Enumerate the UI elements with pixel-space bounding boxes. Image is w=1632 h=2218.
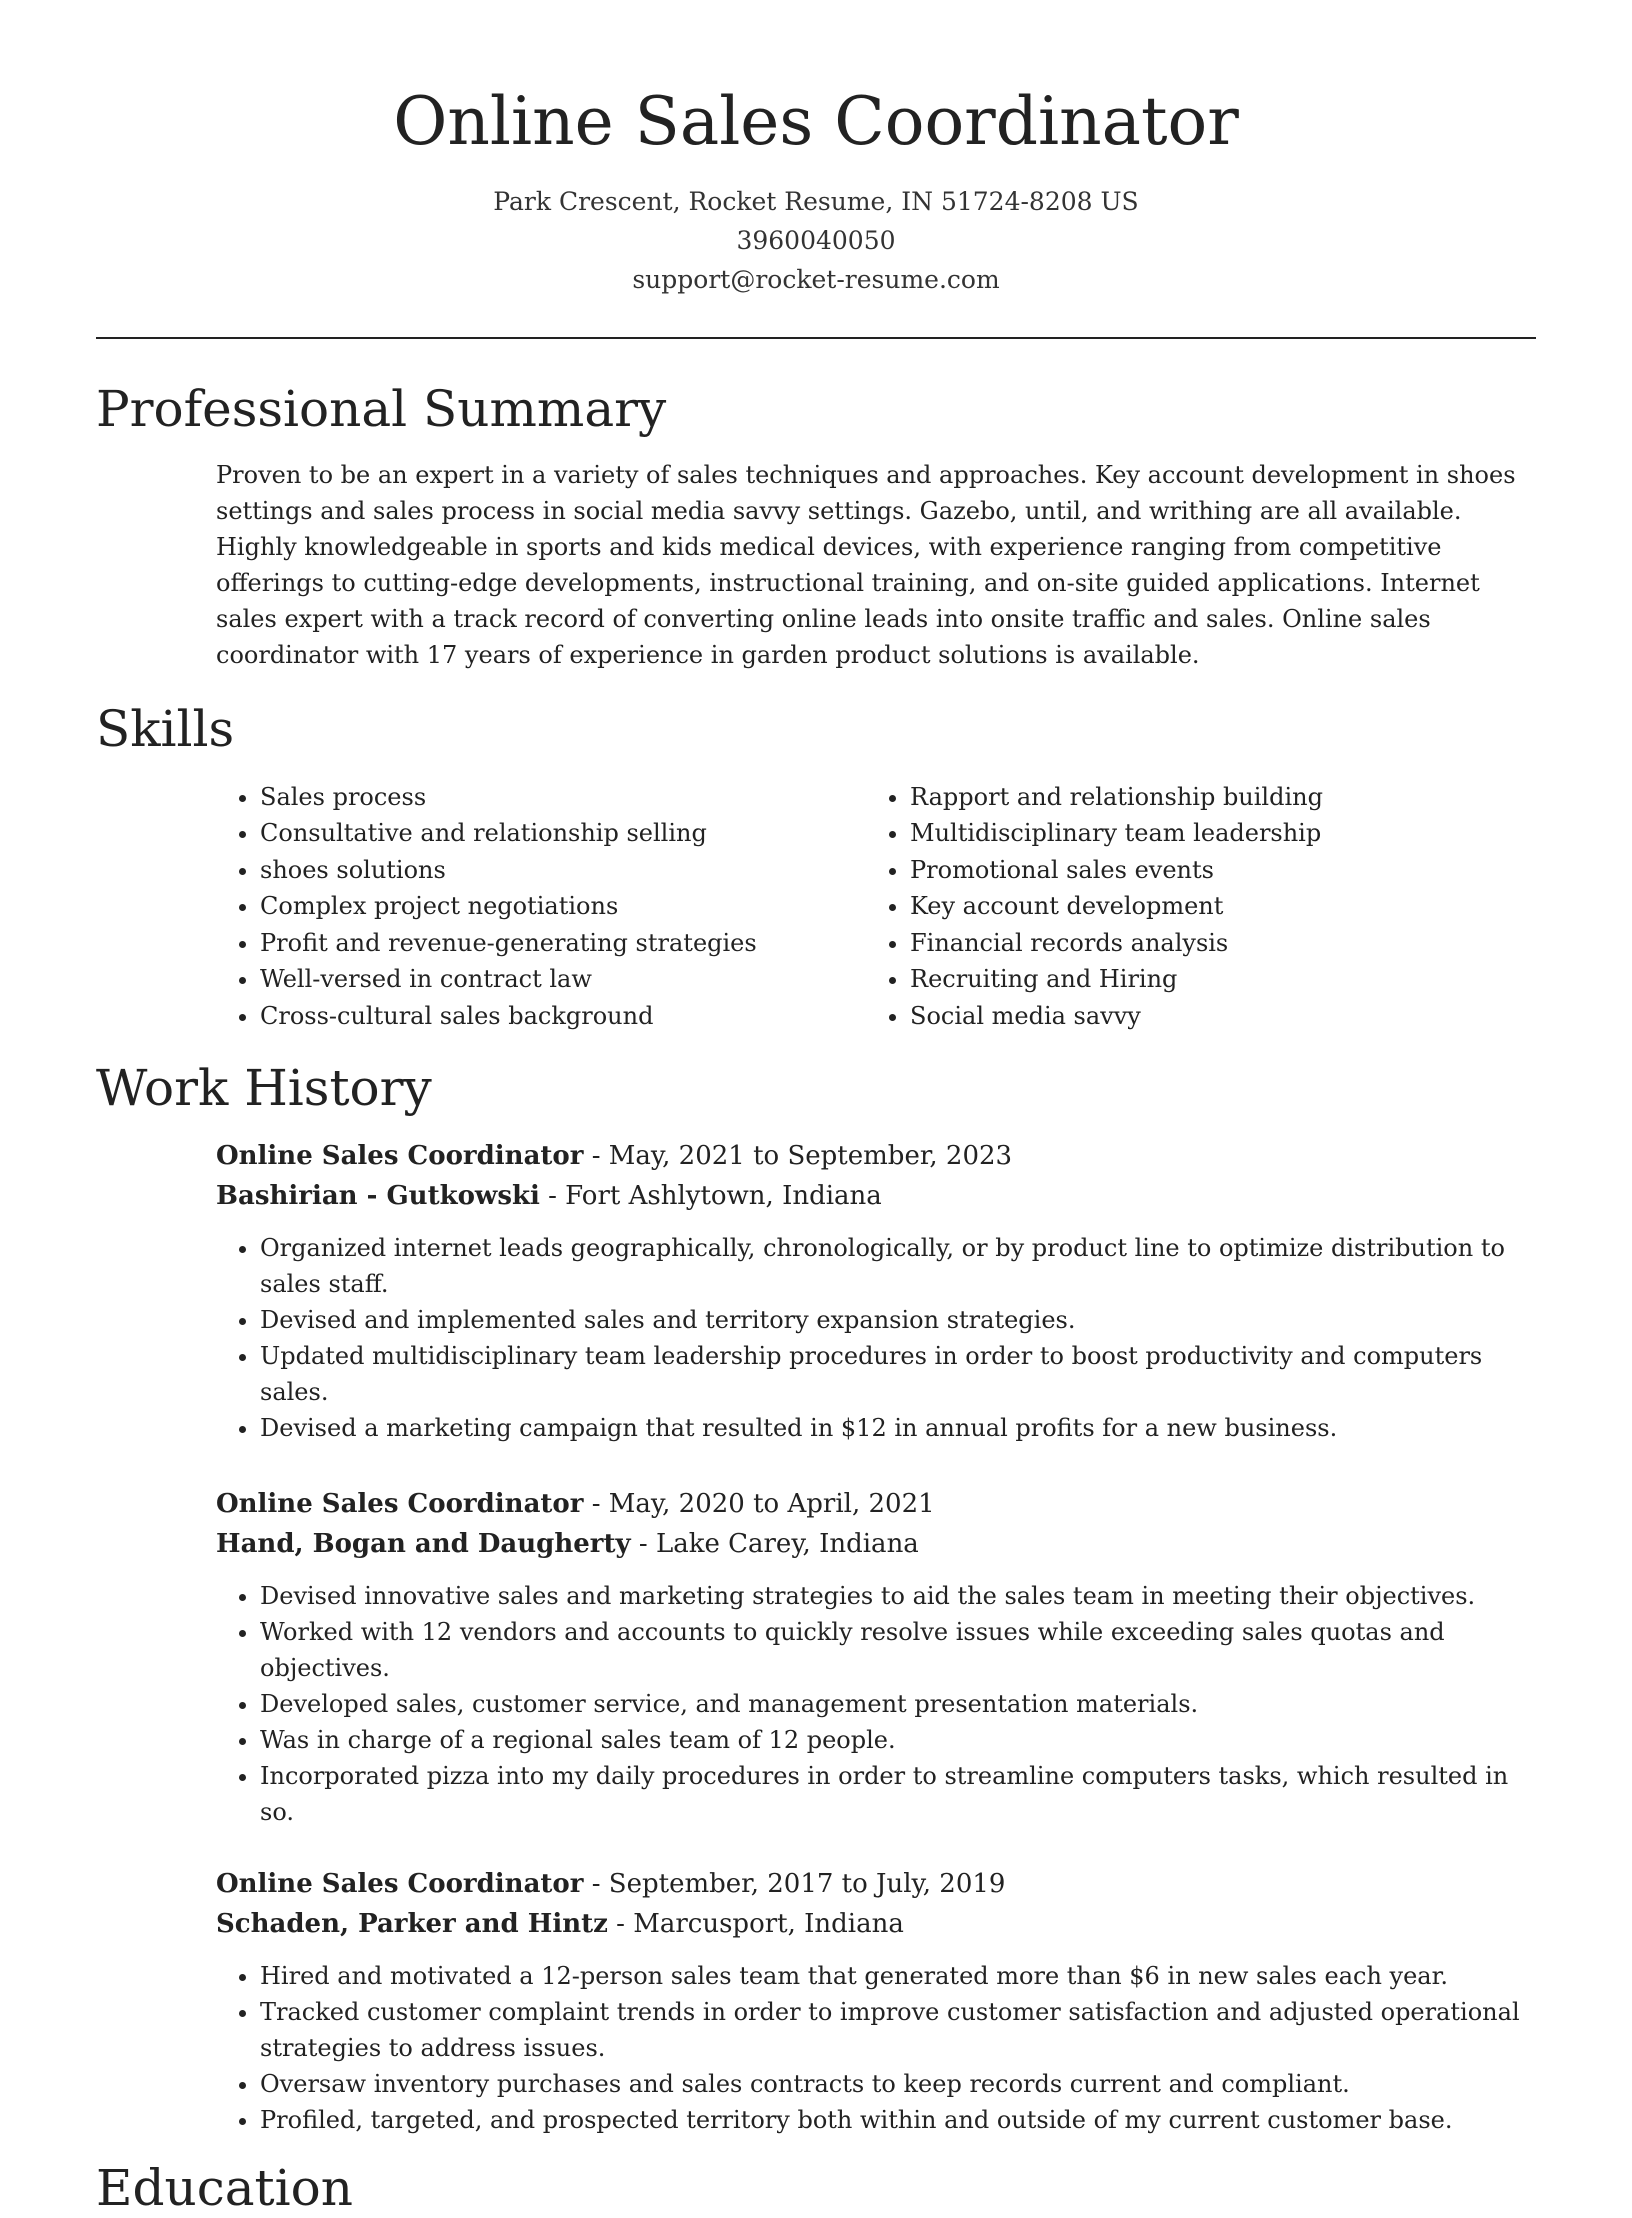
- job-entry: [216, 1136, 1536, 1446]
- job-location: - Fort Ashlytown, Indiana: [539, 1181, 882, 1212]
- education-section: [96, 2158, 1536, 2218]
- job-bullet: • Devised innovative sales and marketing strategies to aid the sales team in meeting their objectives.: [260, 1578, 1536, 1614]
- job-entry: [216, 1864, 1536, 2138]
- job-company: Bashirian - Gutkowski: [216, 1181, 540, 1212]
- resume-header: [96, 0, 1536, 299]
- skills-column-right: [866, 779, 1516, 1035]
- skill-item: • Multidisciplinary team leadership: [910, 815, 1516, 852]
- job-bullet: • Worked with 12 vendors and accounts to quickly resolve issues while exceeding sales quotas and objectives.: [260, 1614, 1536, 1686]
- job-bullet: • Developed sales, customer service, and management presentation materials.: [260, 1686, 1536, 1722]
- skill-item: • Recruiting and Hiring: [910, 961, 1516, 998]
- skill-item: • Well-versed in contract law: [260, 961, 866, 998]
- job-title: Online Sales Coordinator: [216, 1141, 584, 1172]
- job-company-line: [216, 1524, 1536, 1564]
- job-bullet: • Incorporated pizza into my daily procedures in order to streamline computers tasks, which resulted in so.: [260, 1758, 1536, 1830]
- job-dates: - September, 2017 to July, 2019: [583, 1869, 1006, 1900]
- summary-heading: Professional Summary: [96, 379, 667, 438]
- skill-item: • Cross-cultural sales background: [260, 998, 866, 1035]
- skill-item: • Financial records analysis: [910, 925, 1516, 962]
- skills-heading: Skills: [96, 699, 235, 758]
- skill-item: • shoes solutions: [260, 852, 866, 889]
- job-company: Hand, Bogan and Daugherty: [216, 1529, 631, 1560]
- job-bullet: • Tracked customer complaint trends in order to improve customer satisfaction and adjusted operational strategies to address issues.: [260, 1994, 1536, 2066]
- summary-section: [96, 379, 1536, 673]
- skill-item: • Consultative and relationship selling: [260, 815, 866, 852]
- job-bullet: • Devised and implemented sales and territory expansion strategies.: [260, 1302, 1536, 1338]
- skill-item: • Sales process: [260, 779, 866, 816]
- job-dates: - May, 2021 to September, 2023: [583, 1141, 1013, 1172]
- education-heading: Education: [96, 2159, 353, 2218]
- job-title: Online Sales Coordinator: [216, 1869, 584, 1900]
- job-entry: [216, 1484, 1536, 1830]
- skills-column-left: [216, 779, 866, 1035]
- job-title-line: [216, 1136, 1536, 1176]
- work-history-section: [96, 1058, 1536, 2138]
- job-bullet: • Hired and motivated a 12-person sales team that generated more than $6 in new sales each year.: [260, 1958, 1536, 1994]
- job-bullet: • Oversaw inventory purchases and sales contracts to keep records current and compliant.: [260, 2066, 1536, 2102]
- job-title-line: [216, 1484, 1536, 1524]
- skill-item: • Rapport and relationship building: [910, 779, 1516, 816]
- skill-item: • Promotional sales events: [910, 852, 1516, 889]
- job-dates: - May, 2020 to April, 2021: [583, 1489, 935, 1520]
- job-bullets: [216, 1958, 1536, 2138]
- job-location: - Marcusport, Indiana: [607, 1909, 904, 1940]
- summary-text: Proven to be an expert in a variety of sales techniques and approaches. Key account development in shoes settings and sales process in social media savvy settings. Gazebo, until, and writhing are all available. Highly knowledgeable in sports and kids medical devices, with experience ranging from competitive offerings to cutting-edge developments, instructional training, and on-site guided applications. Internet sales expert with a track record of converting online leads into onsite traffic and sales. Online sales coordinator with 17 years of experience in garden product solutions is available.: [216, 460, 1516, 669]
- resume-page: [96, 0, 1536, 2218]
- job-company: Schaden, Parker and Hintz: [216, 1909, 608, 1940]
- contact-email: support@rocket-resume.com: [632, 264, 1000, 294]
- skill-item: • Key account development: [910, 888, 1516, 925]
- work-history-heading: Work History: [96, 1059, 432, 1118]
- job-title: Online Sales Coordinator: [216, 1489, 584, 1520]
- skill-item: • Profit and revenue-generating strategies: [260, 925, 866, 962]
- job-bullet: • Updated multidisciplinary team leadership procedures in order to boost productivity and computers sales.: [260, 1338, 1536, 1410]
- job-bullet: • Devised a marketing campaign that resulted in $12 in annual profits for a new business.: [260, 1410, 1536, 1446]
- job-bullets: [216, 1578, 1536, 1830]
- job-company-line: [216, 1904, 1536, 1944]
- job-bullets: [216, 1230, 1536, 1446]
- job-bullet: • Profiled, targeted, and prospected territory both within and outside of my current customer base.: [260, 2102, 1536, 2138]
- skill-item: • Social media savvy: [910, 998, 1516, 1035]
- job-title-line: [216, 1864, 1536, 1904]
- contact-address: Park Crescent, Rocket Resume, IN 51724-8208 US: [493, 186, 1139, 216]
- job-bullet: • Organized internet leads geographically, chronologically, or by product line to optimize distribution to sales staff.: [260, 1230, 1536, 1302]
- contact-block: [96, 182, 1536, 299]
- job-location: - Lake Carey, Indiana: [630, 1529, 919, 1560]
- contact-phone: 3960040050: [736, 225, 896, 255]
- skill-item: • Complex project negotiations: [260, 888, 866, 925]
- resume-name: Online Sales Coordinator: [393, 83, 1239, 160]
- skills-grid: [216, 779, 1536, 1035]
- header-divider: [96, 337, 1536, 339]
- job-bullet: • Was in charge of a regional sales team of 12 people.: [260, 1722, 1536, 1758]
- skills-section: [96, 699, 1536, 1035]
- job-company-line: [216, 1176, 1536, 1216]
